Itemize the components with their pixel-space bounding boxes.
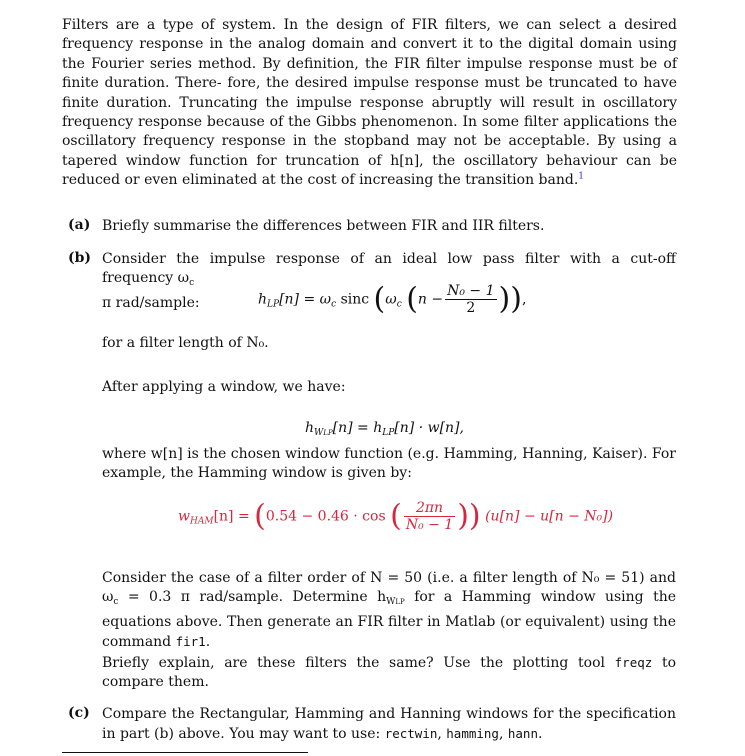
eq1-n-minus: n − bbox=[417, 291, 444, 308]
cmd-hamming: hamming bbox=[446, 726, 499, 742]
eq3-lhs-arg: [n] = bbox=[213, 508, 250, 525]
part-b-line1-sub: c bbox=[189, 278, 195, 289]
eq2-rhs: [n] = h bbox=[332, 420, 383, 436]
consider-sub-2-w: W bbox=[386, 597, 396, 608]
intro-paragraph bbox=[62, 16, 677, 191]
eq1-wc-sub: c bbox=[331, 299, 337, 310]
cmd-hann: hann bbox=[507, 726, 538, 742]
consider-sub-2 bbox=[386, 597, 405, 607]
eq3-frac-num: 2πn bbox=[404, 500, 455, 517]
eq3-frac-den: N₀ − 1 bbox=[405, 517, 454, 533]
part-c-text bbox=[102, 705, 676, 745]
eq3-lhs: w bbox=[178, 508, 190, 525]
part-b-label: (b) bbox=[68, 250, 92, 266]
intro-text: Filters are a type of system. In the design of FIR filters, we can select a desired frequency response in the analog domain and convert it to the digital domain using the Fourier series method. By definition, the FIR filter impulse response must be of finite duration. There- fore, the desired impulse response must be truncated to have finite duration. Truncating the impulse response abruptly will result in oscillatory frequency response because of the Gibbs phenomenon. In some filter applications the oscillatory frequency response in the stopband may not be acceptable. By using a tapered window function for truncation of h[n], the oscillatory behaviour can be reduced or even eliminated at the cost of increasing the transition band. bbox=[62, 17, 677, 189]
eq2-lhs-subsub: LP bbox=[323, 429, 333, 437]
eq1-lhs-arg: [n] = ω bbox=[279, 291, 332, 308]
part-a-text: Briefly summarise the differences between FIR and IIR filters. bbox=[102, 218, 545, 234]
explain-text bbox=[102, 653, 676, 693]
part-b-line1: Consider the impulse response of an ideal low pass filter with a cut-off frequency ω bbox=[102, 251, 676, 287]
cmd-fir1: fir1 bbox=[175, 634, 206, 650]
eq2-lhs-sub bbox=[314, 428, 333, 438]
explain-text-2: to compare them. bbox=[102, 655, 677, 691]
cmd-freqz: freqz bbox=[614, 655, 653, 670]
eq1-inner-sub: c bbox=[396, 299, 402, 310]
eq1-frac-den: 2 bbox=[466, 300, 476, 316]
eq2-lhs-sub-w: W bbox=[314, 428, 324, 438]
eq2-lhs: h bbox=[305, 420, 315, 436]
consider-text-4: . bbox=[205, 634, 211, 651]
consider-text-2: = 0.3 π rad/sample. Determine h bbox=[118, 589, 387, 606]
eq1-sinc: sinc bbox=[336, 291, 374, 308]
eq3-const: 0.54 − 0.46 · cos bbox=[265, 508, 386, 525]
filter-length-text: for a filter length of N₀. bbox=[102, 335, 269, 351]
eq2-rhs-sub: LP bbox=[382, 428, 395, 438]
eq1-frac-num: N₀ − 1 bbox=[447, 283, 495, 299]
part-c-text-2: . bbox=[537, 726, 543, 743]
eq3-tail: (u[n] − u[n − N₀]) bbox=[485, 508, 614, 525]
equation-hamming: $w_{HAM}[n] = (0.54 - 0.46 \cdot \cos$ ( $\frac{2\pi n}{\text{N₀ − 1}}$ )) (u[n] − u[n − N₀]) bbox=[178, 498, 614, 534]
eq1-trail: , bbox=[521, 291, 527, 308]
consider-sub-1: c bbox=[113, 597, 119, 608]
where-window-text: where w[n] is the chosen window function (e.g. Hamming, Hanning, Kaiser). For example, the Hamming window is given by: bbox=[102, 446, 676, 482]
part-c-label: (c) bbox=[68, 705, 90, 721]
explain-text-1: Briefly explain, are these filters the same? Use the plotting tool bbox=[102, 655, 615, 671]
consider-text-1: Consider the case of a filter order of N = 50 (i.e. a filter length of N₀ = 51) and ω bbox=[102, 570, 676, 606]
eq1-inner: ω bbox=[385, 291, 397, 308]
part-a-label: (a) bbox=[68, 217, 91, 233]
after-window-text: After applying a window, we have: bbox=[102, 379, 346, 395]
footnote-rule bbox=[62, 752, 308, 753]
eq3-lhs-sub: HAM bbox=[189, 516, 214, 527]
eq3-fraction bbox=[404, 500, 455, 533]
part-c-sep2: , bbox=[498, 726, 508, 743]
equation-windowed bbox=[305, 420, 464, 438]
equation-ideal-lowpass: $h_{LP}[n] = \omega_c$ sinc ($\omega_c$ (n − $\frac{\text{N₀ − 1}}{2}$ )), bbox=[258, 281, 527, 317]
eq1-lhs-sub: LP bbox=[267, 299, 280, 310]
consider-text-3: for a Hamming window using the equations above. Then generate an FIR filter in Matlab (or equivalent) using the command bbox=[102, 589, 676, 651]
part-c-sep1: , bbox=[437, 726, 447, 743]
cmd-rectwin: rectwin bbox=[384, 726, 438, 742]
part-c-text-1: Compare the Rectangular, Hamming and Hanning windows for the specification in part (b) above. You may want to use: bbox=[102, 706, 676, 743]
part-b-line2: π rad/sample: bbox=[102, 294, 200, 311]
eq1-lhs: h bbox=[258, 291, 268, 308]
eq2-rhs-tail: [n] · w[n], bbox=[394, 420, 464, 436]
eq1-fraction bbox=[445, 283, 496, 316]
consider-subsub-2: LP bbox=[395, 598, 405, 607]
consider-case-text bbox=[102, 569, 676, 653]
footnote-marker: 1 bbox=[578, 171, 585, 182]
